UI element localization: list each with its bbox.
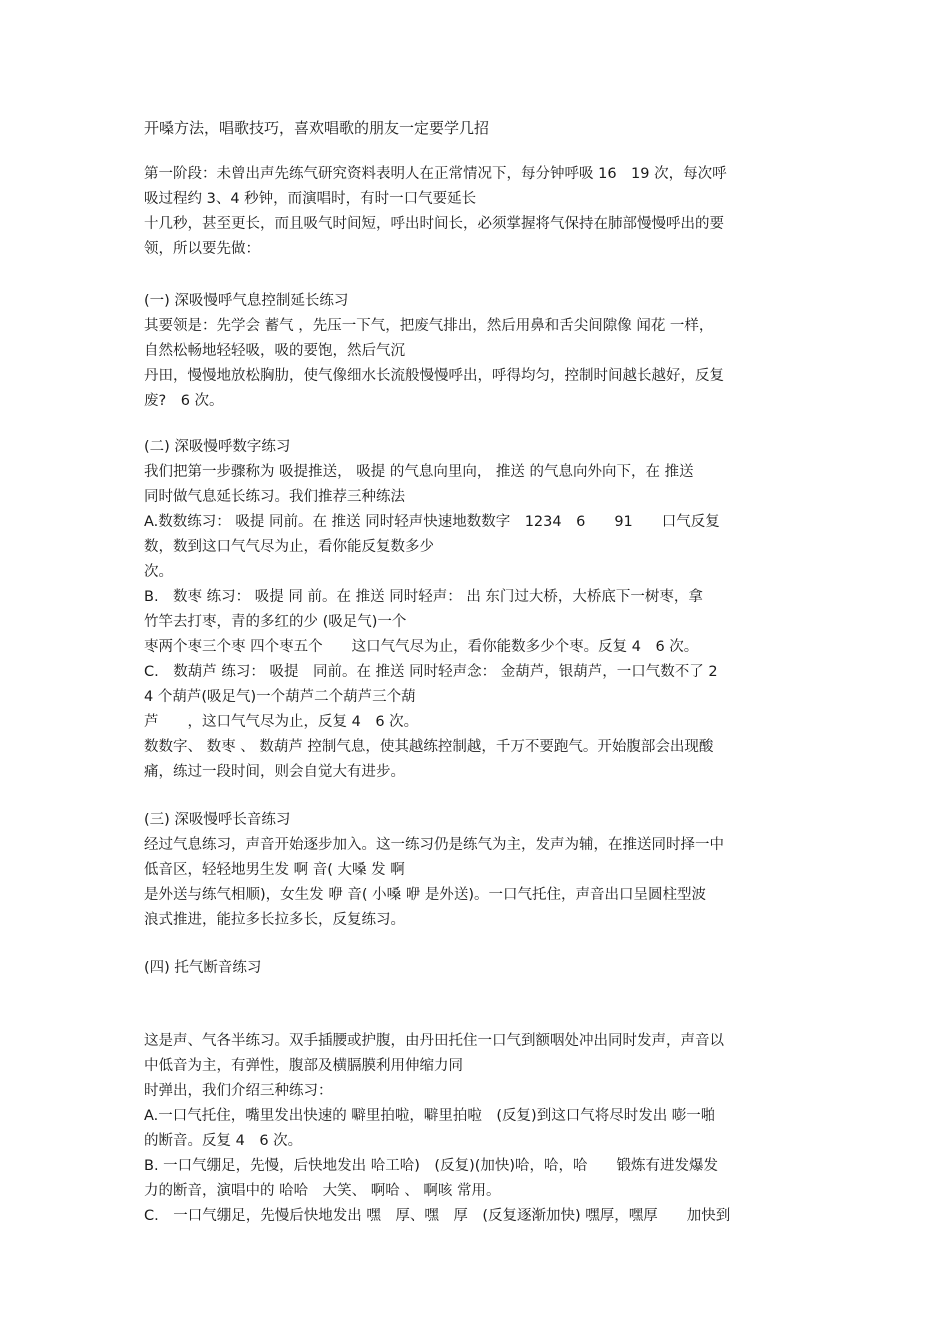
paragraph-line: 自然松畅地轻轻吸，吸的要饱，然后气沉: [144, 343, 405, 359]
paragraph-line: 时弹出，我们介绍三种练习：: [144, 1083, 333, 1099]
section-heading: (三) 深吸慢呼长音练习: [144, 812, 291, 828]
paragraph-line: 吸过程约 3、4 秒钟，而演唱时，有时一口气要延长: [144, 191, 477, 207]
paragraph-line: 废? 6 次。: [144, 393, 224, 409]
paragraph-line: 是外送与练气相顺)，女生发 咿 音( 小嗓 咿 是外送)。一口气托住，声音出口呈圆柱型波: [144, 887, 707, 903]
paragraph-line: 芦 ，这口气气尽为止，反复 4 6 次。: [144, 714, 419, 730]
paragraph-line: 同时做气息延长练习。我们推荐三种练法: [144, 489, 405, 505]
paragraph-line: 力的断音，演唱中的 哈哈 大笑、 啊哈 、 啊咳 常用。: [144, 1183, 501, 1199]
section-heading: (二) 深吸慢呼数字练习: [144, 439, 291, 455]
paragraph-line: 经过气息练习，声音开始逐步加入。这一练习仍是练气为主，发声为辅，在推送同时择一中: [144, 837, 724, 853]
paragraph-line: C. 数葫芦 练习： 吸提 同前。在 推送 同时轻声念： 金葫芦，银葫芦，一口气数不了 2: [144, 664, 718, 680]
paragraph-line: 的断音。反复 4 6 次。: [144, 1133, 303, 1149]
paragraph-line: 我们把第一步骤称为 吸提推送， 吸提 的气息向里向， 推送 的气息向外向下，在 推送: [144, 464, 694, 480]
paragraph-line: 浪式推进，能拉多长拉多长，反复练习。: [144, 912, 405, 928]
paragraph-line: 第一阶段：未曾出声先练气研究资料表明人在正常情况下，每分钟呼吸 16 19 次，每次呼: [144, 166, 727, 182]
paragraph-line: 4 个葫芦(吸足气)一个葫芦二个葫芦三个葫: [144, 689, 416, 705]
paragraph-line: 领，所以要先做：: [144, 241, 260, 257]
section-heading: (四) 托气断音练习: [144, 960, 262, 976]
section-heading: (一) 深吸慢呼气息控制延长练习: [144, 293, 349, 309]
paragraph-line: 数数字、 数枣 、 数葫芦 控制气息，使其越练控制越，千万不要跑气。开始腹部会出现酸: [144, 739, 714, 755]
paragraph-line: 次。: [144, 564, 173, 580]
paragraph-line: 低音区，轻轻地男生发 啊 音( 大嗓 发 啊: [144, 862, 405, 878]
paragraph-line: A.一口气托住，嘴里发出快速的 噼里拍啦，噼里拍啦 (反复)到这口气将尽时发出 嘭一啪: [144, 1108, 716, 1124]
paragraph-line: 痛，练过一段时间，则会自觉大有进步。: [144, 764, 405, 780]
paragraph-line: 这是声、气各半练习。双手插腰或护腹，由丹田托住一口气到额咽处冲出同时发声，声音以: [144, 1033, 724, 1049]
paragraph-line: A.数数练习： 吸提 同前。在 推送 同时轻声快速地数数字 1234 6 91 口气反复: [144, 514, 720, 530]
paragraph-line: 其要领是：先学会 蓄气 ，先压一下气，把废气排出，然后用鼻和舌尖间隙像 闻花 一样，: [144, 318, 714, 334]
paragraph-line: 枣两个枣三个枣 四个枣五个 这口气气尽为止，看你能数多少个枣。反复 4 6 次。: [144, 639, 699, 655]
paragraph-line: 数，数到这口气气尽为止，看你能反复数多少: [144, 539, 434, 555]
paragraph-line: 丹田，慢慢地放松胸肋，使气像细水长流般慢慢呼出，呼得均匀，控制时间越长越好，反复: [144, 368, 724, 384]
paragraph-line: B. 一口气绷足，先慢，后快地发出 哈工哈) (反复)(加快)哈，哈，哈 锻炼有进发爆发: [144, 1158, 719, 1174]
paragraph-line: B. 数枣 练习： 吸提 同 前。在 推送 同时轻声： 出 东门过大桥，大桥底下一树枣，拿: [144, 589, 703, 605]
paragraph-line: 十几秒，甚至更长，而且吸气时间短，呼出时间长，必须掌握将气保持在肺部慢慢呼出的要: [144, 216, 724, 232]
paragraph-line: 中低音为主，有弹性，腹部及横膈膜利用伸缩力同: [144, 1058, 463, 1074]
paragraph-line: 竹竿去打枣，青的多红的少 (吸足气)一个: [144, 614, 407, 630]
document-title: 开嗓方法，唱歌技巧，喜欢唱歌的朋友一定要学几招: [144, 119, 490, 137]
paragraph-line: C. 一口气绷足，先慢后快地发出 嘿 厚、嘿 厚 (反复逐渐加快) 嘿厚，嘿厚 加快到: [144, 1208, 731, 1224]
